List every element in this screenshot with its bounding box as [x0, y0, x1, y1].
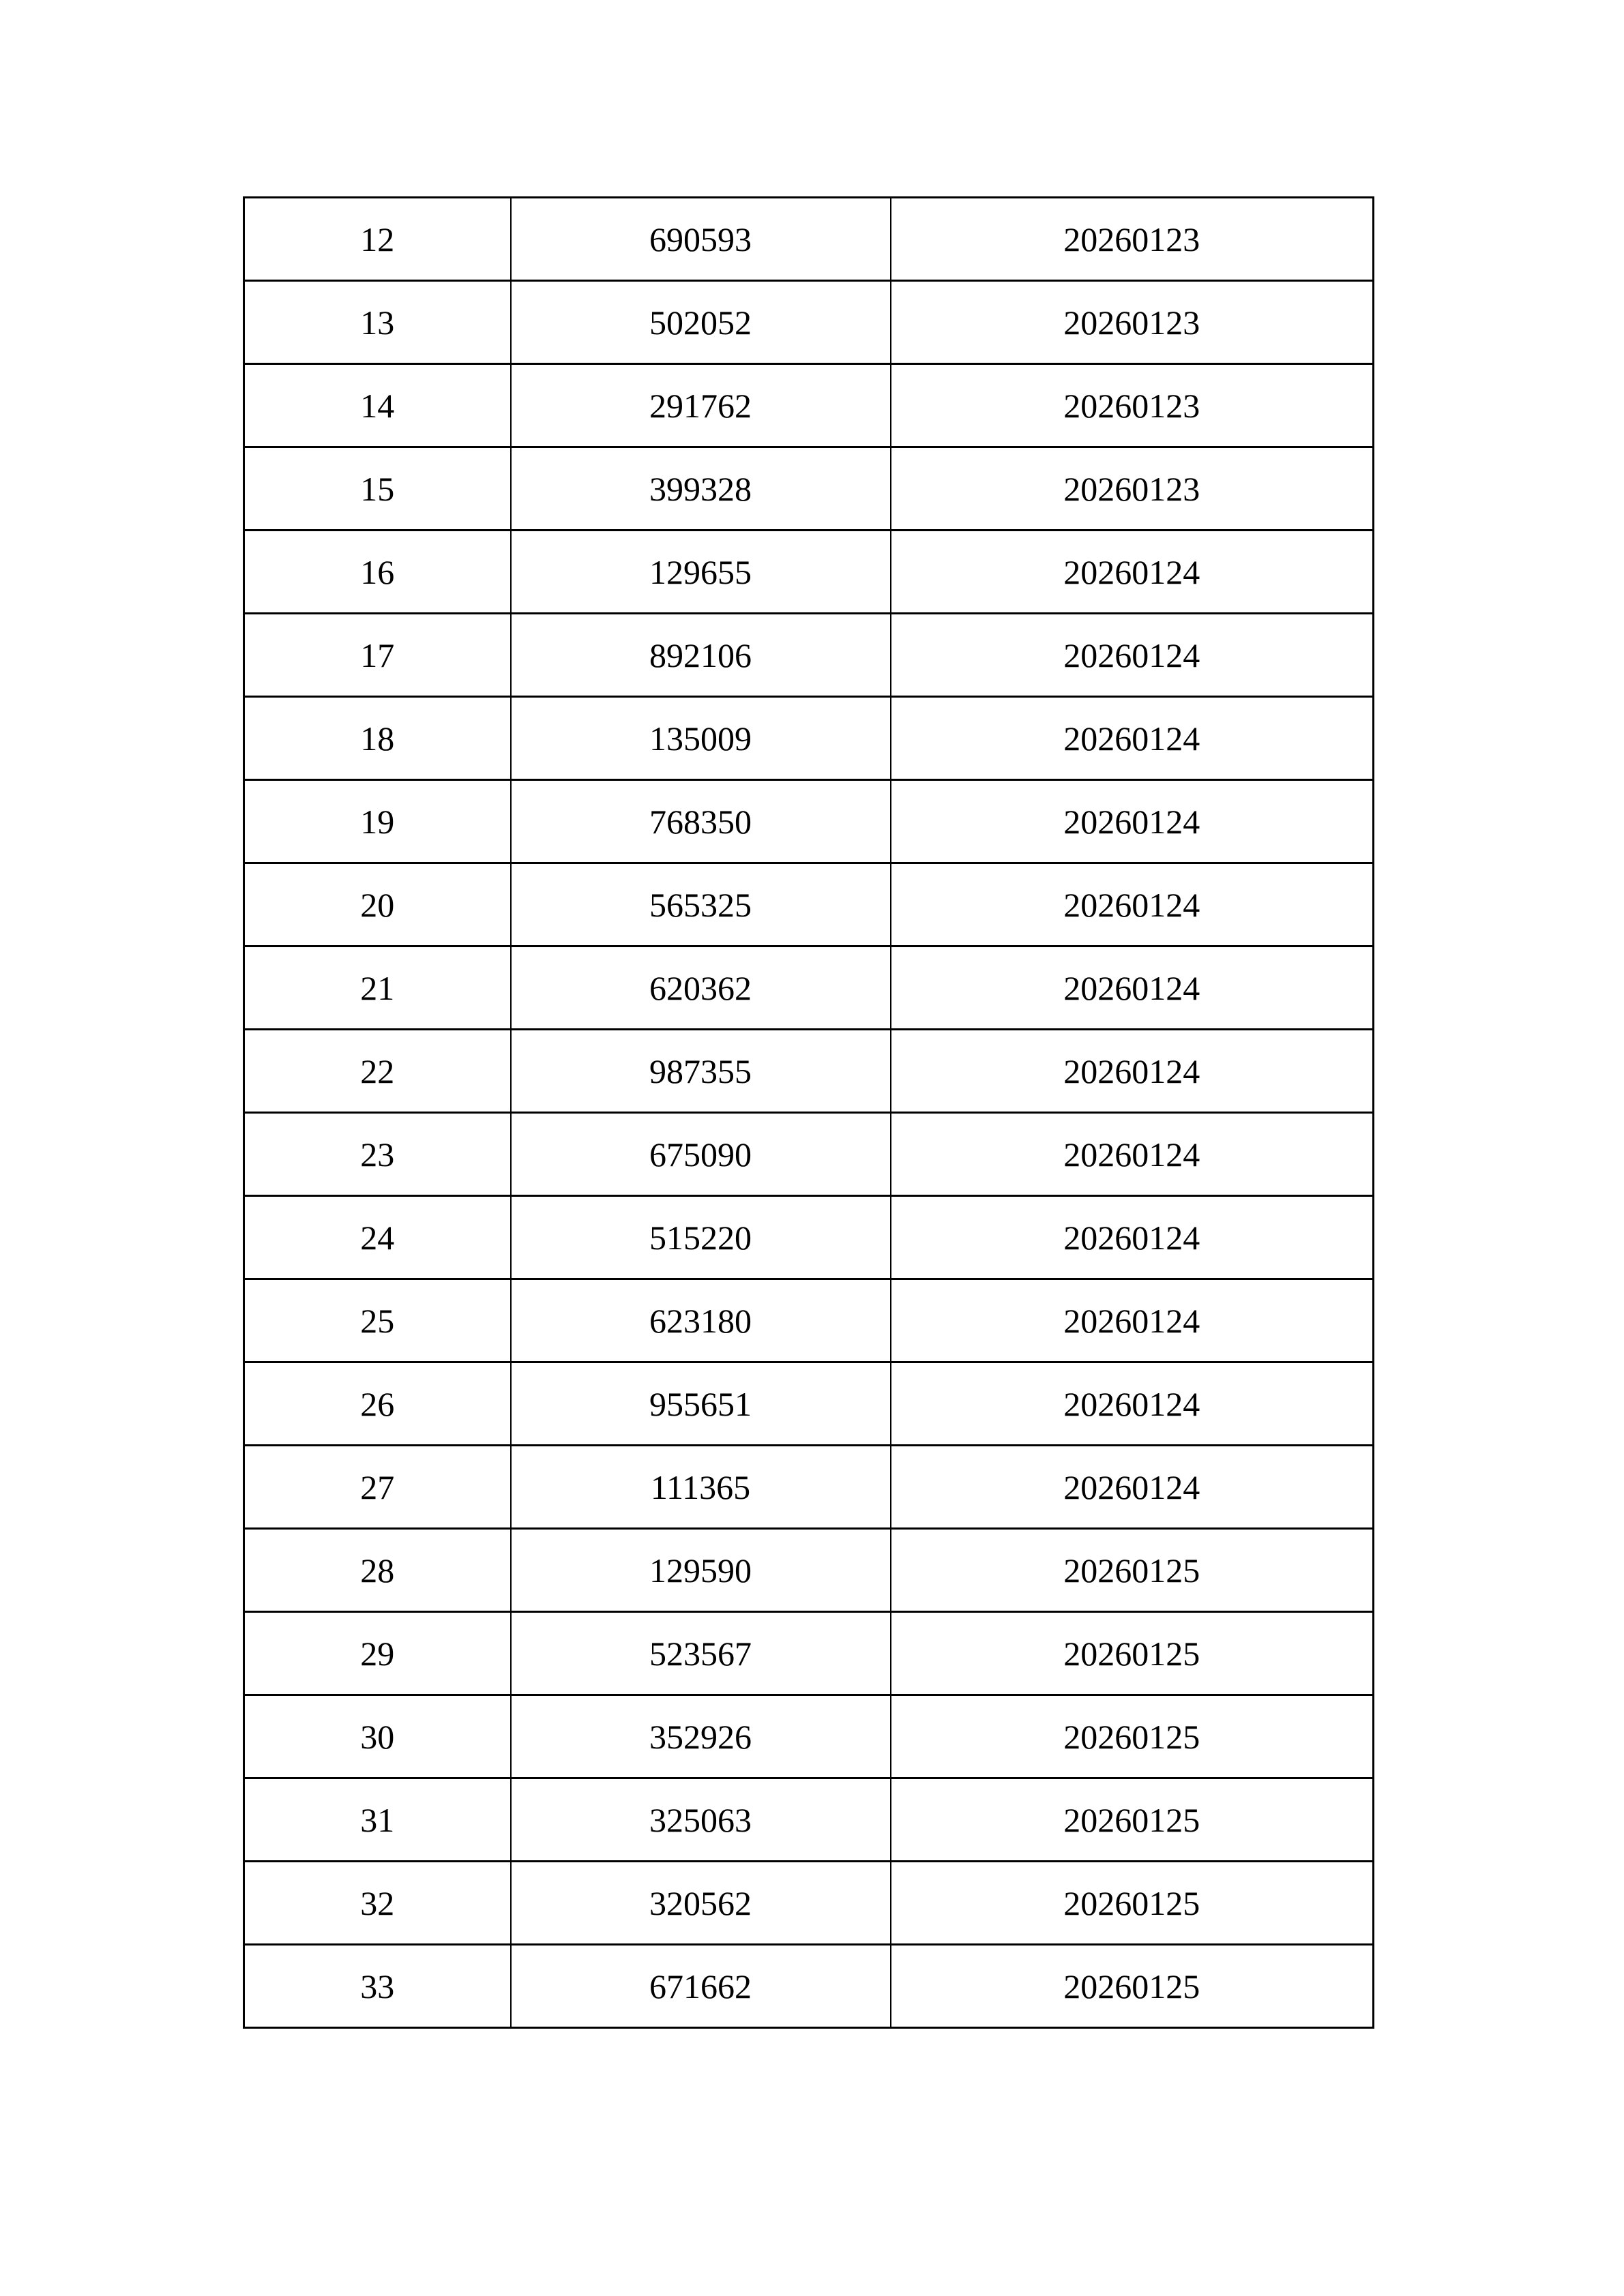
row-index-cell: 12 [244, 198, 511, 281]
serial-number-cell: 291762 [511, 364, 891, 447]
date-cell: 20260124 [891, 697, 1374, 780]
serial-number-cell: 892106 [511, 614, 891, 697]
row-index-cell: 33 [244, 1945, 511, 2028]
table-row [244, 531, 1374, 614]
date-cell: 20260124 [891, 1362, 1374, 1446]
date-cell: 20260124 [891, 1279, 1374, 1362]
row-index-cell: 16 [244, 531, 511, 614]
table-row [244, 1778, 1374, 1862]
date-cell: 20260124 [891, 531, 1374, 614]
table-row [244, 1862, 1374, 1945]
table-row [244, 697, 1374, 780]
row-index-cell: 17 [244, 614, 511, 697]
date-cell: 20260125 [891, 1612, 1374, 1695]
row-index-cell: 32 [244, 1862, 511, 1945]
table-row [244, 198, 1374, 281]
serial-number-cell: 987355 [511, 1030, 891, 1113]
date-cell: 20260123 [891, 198, 1374, 281]
table-row [244, 1030, 1374, 1113]
row-index-cell: 25 [244, 1279, 511, 1362]
row-index-cell: 20 [244, 863, 511, 946]
row-index-cell: 22 [244, 1030, 511, 1113]
row-index-cell: 30 [244, 1695, 511, 1778]
table-row [244, 946, 1374, 1030]
date-cell: 20260124 [891, 1113, 1374, 1196]
table-row [244, 1279, 1374, 1362]
row-index-cell: 15 [244, 447, 511, 531]
table-row [244, 281, 1374, 364]
serial-number-cell: 352926 [511, 1695, 891, 1778]
serial-number-cell: 320562 [511, 1862, 891, 1945]
date-cell: 20260125 [891, 1529, 1374, 1612]
date-cell: 20260124 [891, 1030, 1374, 1113]
serial-number-cell: 399328 [511, 447, 891, 531]
serial-number-cell: 623180 [511, 1279, 891, 1362]
row-index-cell: 28 [244, 1529, 511, 1612]
table-row [244, 1529, 1374, 1612]
table-row [244, 614, 1374, 697]
date-cell: 20260125 [891, 1945, 1374, 2028]
date-cell: 20260125 [891, 1778, 1374, 1862]
date-cell: 20260124 [891, 863, 1374, 946]
serial-number-cell: 690593 [511, 198, 891, 281]
date-cell: 20260123 [891, 447, 1374, 531]
date-cell: 20260124 [891, 614, 1374, 697]
table-body [244, 198, 1374, 2028]
table-row [244, 863, 1374, 946]
serial-number-cell: 135009 [511, 697, 891, 780]
serial-number-cell: 129590 [511, 1529, 891, 1612]
serial-number-cell: 325063 [511, 1778, 891, 1862]
data-table [243, 196, 1374, 2029]
table-row [244, 364, 1374, 447]
serial-number-cell: 502052 [511, 281, 891, 364]
serial-number-cell: 129655 [511, 531, 891, 614]
date-cell: 20260124 [891, 1196, 1374, 1279]
table-row [244, 1362, 1374, 1446]
row-index-cell: 29 [244, 1612, 511, 1695]
date-cell: 20260124 [891, 946, 1374, 1030]
serial-number-cell: 675090 [511, 1113, 891, 1196]
serial-number-cell: 768350 [511, 780, 891, 863]
table-row [244, 1446, 1374, 1529]
date-cell: 20260123 [891, 281, 1374, 364]
row-index-cell: 21 [244, 946, 511, 1030]
row-index-cell: 14 [244, 364, 511, 447]
row-index-cell: 26 [244, 1362, 511, 1446]
table-row [244, 447, 1374, 531]
row-index-cell: 23 [244, 1113, 511, 1196]
serial-number-cell: 671662 [511, 1945, 891, 2028]
row-index-cell: 19 [244, 780, 511, 863]
serial-number-cell: 565325 [511, 863, 891, 946]
row-index-cell: 31 [244, 1778, 511, 1862]
row-index-cell: 27 [244, 1446, 511, 1529]
table-row [244, 780, 1374, 863]
date-cell: 20260125 [891, 1862, 1374, 1945]
row-index-cell: 24 [244, 1196, 511, 1279]
date-cell: 20260124 [891, 1446, 1374, 1529]
table-row [244, 1695, 1374, 1778]
serial-number-cell: 523567 [511, 1612, 891, 1695]
table-row [244, 1612, 1374, 1695]
date-cell: 20260125 [891, 1695, 1374, 1778]
serial-number-cell: 111365 [511, 1446, 891, 1529]
date-cell: 20260123 [891, 364, 1374, 447]
serial-number-cell: 620362 [511, 946, 891, 1030]
serial-number-cell: 515220 [511, 1196, 891, 1279]
row-index-cell: 13 [244, 281, 511, 364]
row-index-cell: 18 [244, 697, 511, 780]
table-row [244, 1113, 1374, 1196]
date-cell: 20260124 [891, 780, 1374, 863]
table-row [244, 1945, 1374, 2028]
serial-number-cell: 955651 [511, 1362, 891, 1446]
table-row [244, 1196, 1374, 1279]
